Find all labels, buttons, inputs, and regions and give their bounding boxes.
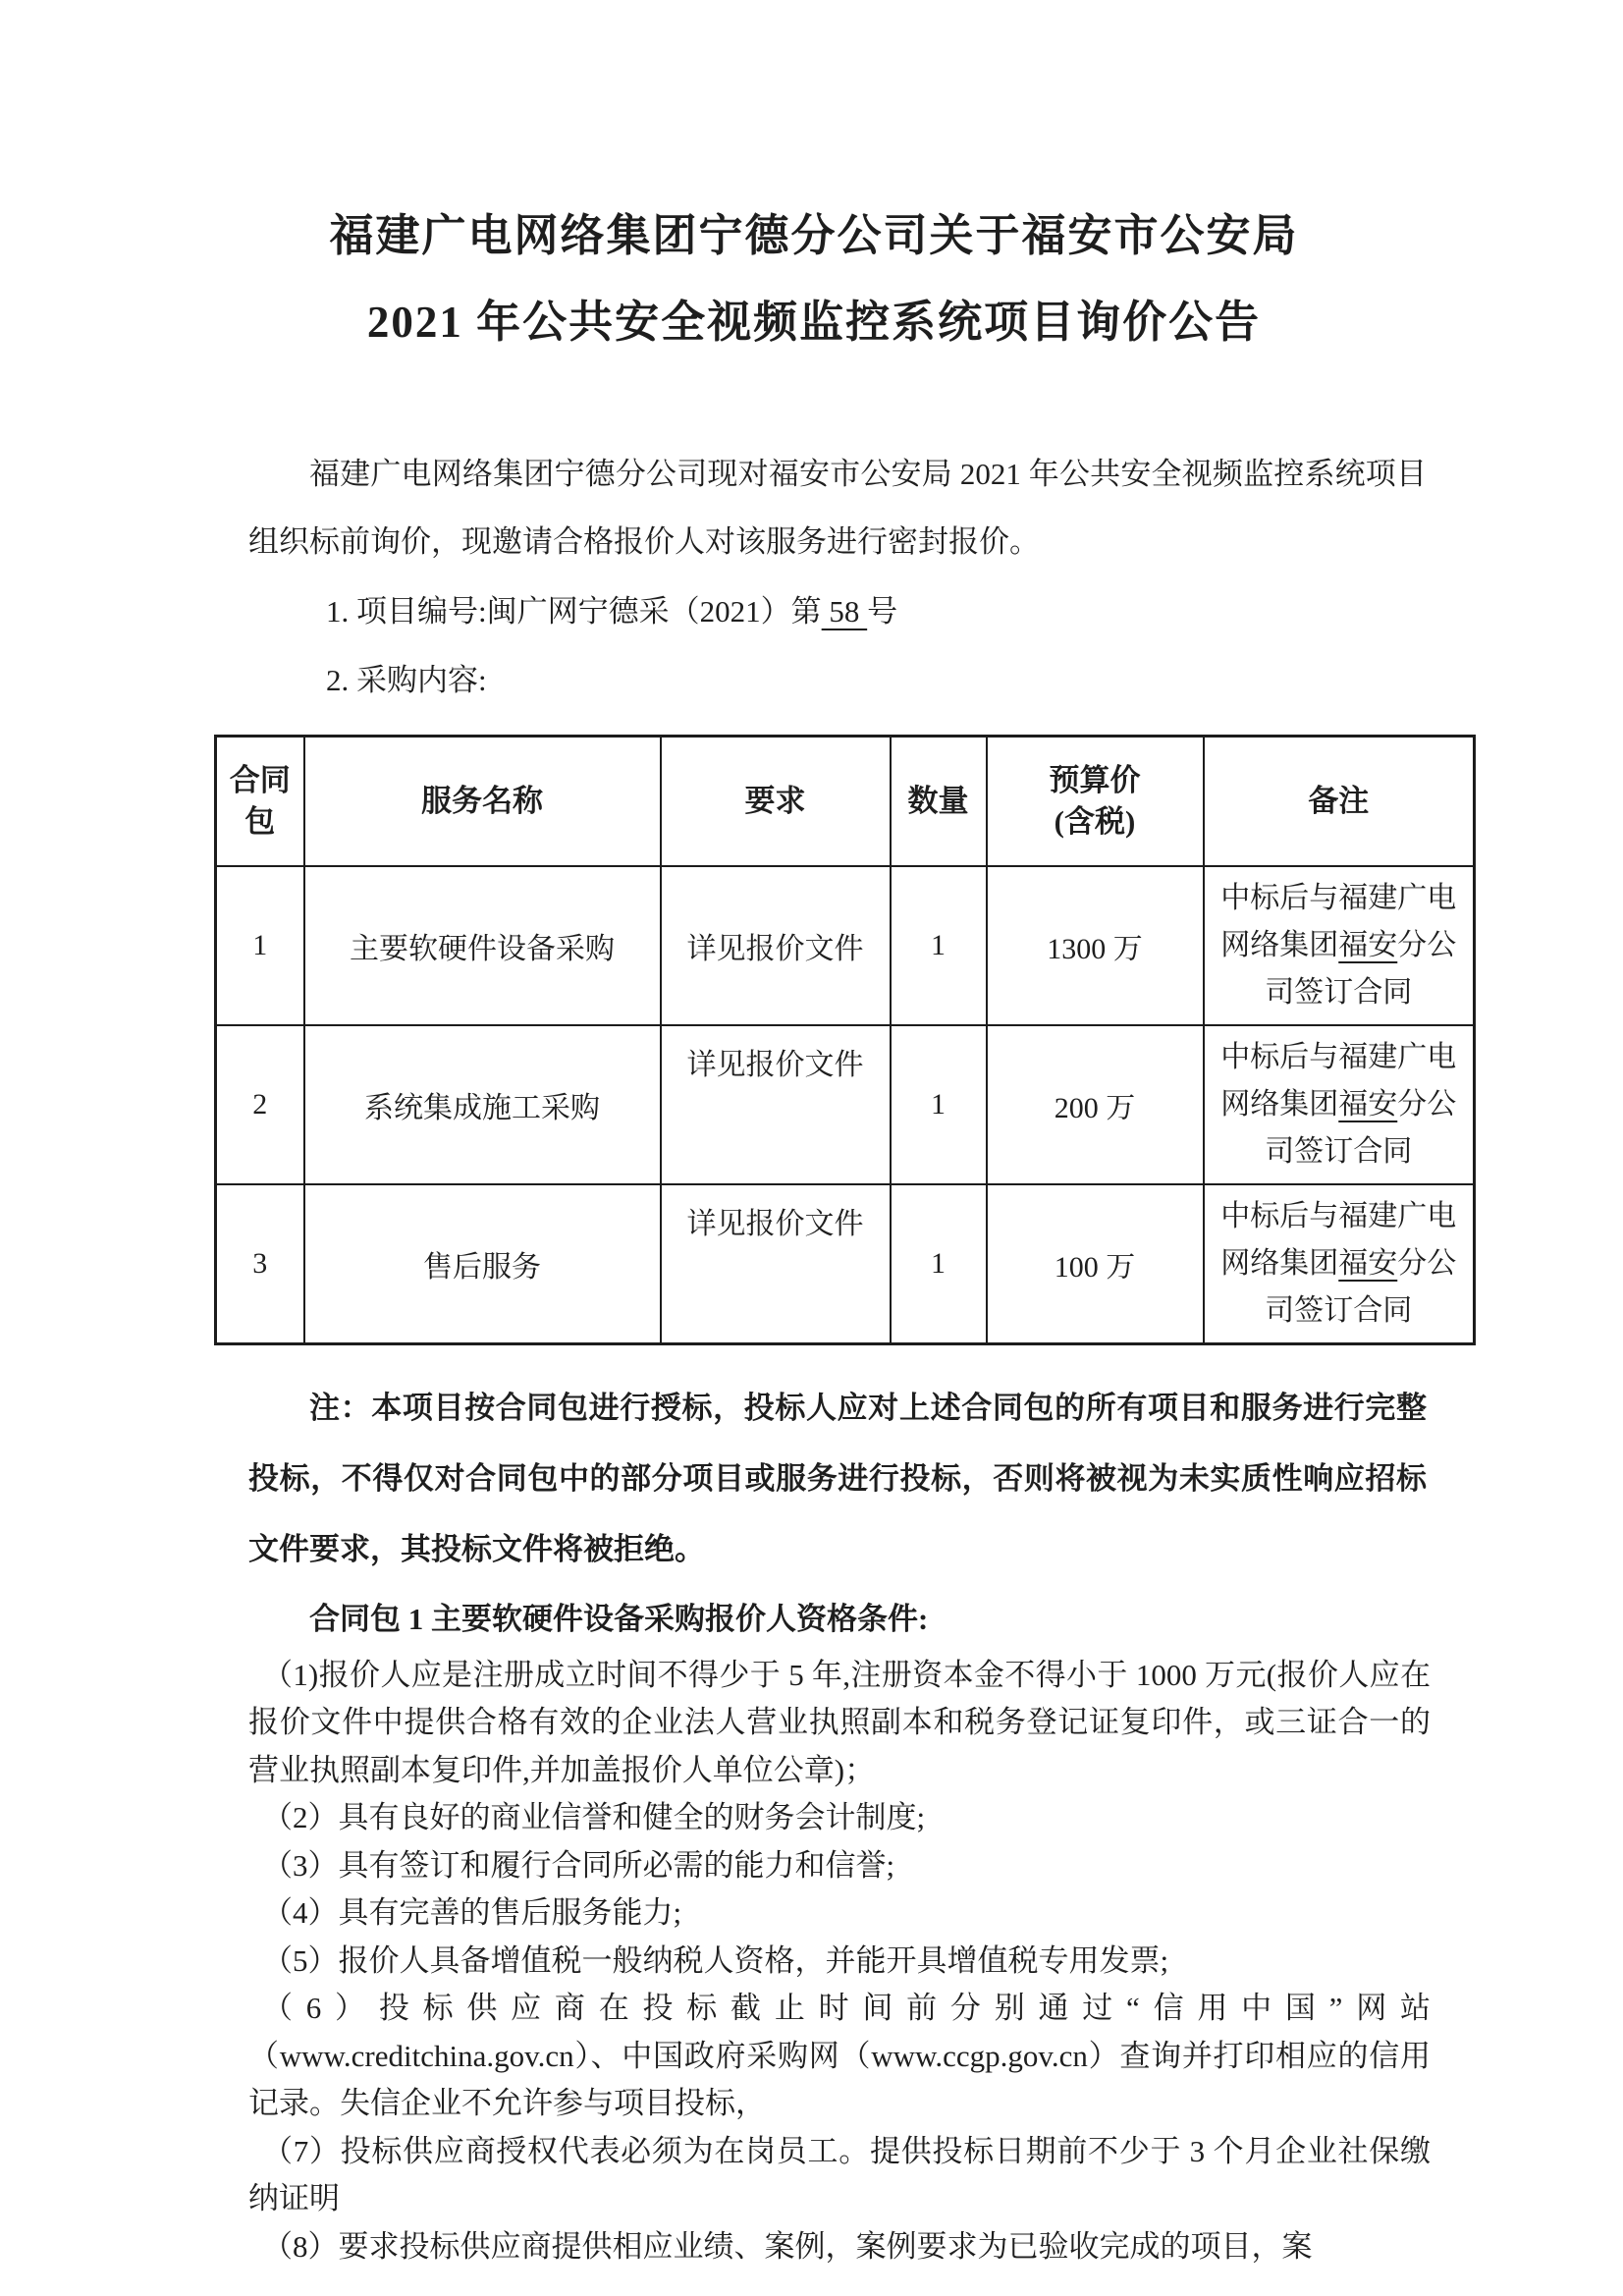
remark-text: 中标后与福建广电网络集团 bbox=[1220, 1199, 1457, 1280]
remark-underlined-city: 福安 bbox=[1338, 1246, 1398, 1280]
document-title-line-2: 2021 年公共安全视频监控系统项目询价公告 bbox=[366, 298, 1262, 347]
qualification-list bbox=[248, 1652, 1431, 2271]
project-number-prefix: 1. 项目编号:闽广网宁德采（2021）第 bbox=[326, 594, 822, 629]
qualification-item-5: （5）报价人具备增值税一般纳税人资格，并能开具增值税专用发票; bbox=[262, 1942, 1169, 1978]
remark-underlined-city: 福安 bbox=[1338, 928, 1398, 961]
table-header-row bbox=[216, 737, 1475, 866]
cell-service: 售后服务 bbox=[304, 1184, 661, 1344]
remark-text: 分公司签订合同 bbox=[1265, 1246, 1457, 1327]
project-number-value: 58 bbox=[821, 594, 868, 629]
purchase-content-line: 2. 采购内容: bbox=[326, 663, 487, 697]
header-quantity: 数量 bbox=[891, 737, 987, 866]
qualification-item-7: （7）投标供应商授权代表必须为在岗员工。提供投标日期前不少于 3 个月企业社保缴纳证明 bbox=[248, 2133, 1431, 2215]
cell-quantity: 1 bbox=[891, 1025, 987, 1184]
cell-budget: 100 万 bbox=[987, 1184, 1204, 1344]
table-row-package-1 bbox=[216, 866, 1475, 1025]
cell-package: 3 bbox=[216, 1184, 304, 1344]
qualification-item-1: （1)报价人应是注册成立时间不得少于 5 年,注册资本金不得小于 1000 万元(报价人应在报价文件中提供合格有效的企业法人营业执照副本和税务登记证复印件，或三证合一的营业执照副本复印件,并加盖报价人单位公章)； bbox=[248, 1657, 1431, 1787]
qualification-item-6: （6）投标供应商在投标截止时间前分别通过“信用中国”网站（www.creditchina.gov.cn）、中国政府采购网（www.ccgp.gov.cn）查询并打印相应的信用记录。失信企业不允许参与项目投标， bbox=[248, 1991, 1431, 2120]
remark-text: 分公司签订合同 bbox=[1265, 1087, 1457, 1168]
table-row-package-2 bbox=[216, 1025, 1475, 1184]
remark-text: 分公司签订合同 bbox=[1265, 928, 1457, 1009]
cell-requirement: 详见报价文件 bbox=[661, 1184, 891, 1344]
intro-paragraph: 福建广电网络集团宁德分公司现对福安市公安局 2021 年公共安全视频监控系统项目组织标前询价，现邀请合格报价人对该服务进行密封报价。 bbox=[248, 457, 1427, 559]
cell-requirement: 详见报价文件 bbox=[661, 866, 891, 1025]
cell-quantity: 1 bbox=[891, 866, 987, 1025]
header-service: 服务名称 bbox=[304, 737, 661, 866]
cell-requirement: 详见报价文件 bbox=[661, 1025, 891, 1184]
header-package: 合同包 bbox=[216, 737, 304, 866]
qualification-item-4: （4）具有完善的售后服务能力; bbox=[262, 1895, 682, 1930]
cell-remark bbox=[1204, 866, 1475, 1025]
header-budget bbox=[987, 737, 1204, 866]
qualification-item-8: （8）要求投标供应商提供相应业绩、案例，案例要求为已验收完成的项目，案 bbox=[262, 2228, 1313, 2264]
cell-remark bbox=[1204, 1025, 1475, 1184]
cell-package: 2 bbox=[216, 1025, 304, 1184]
project-number-suffix: 号 bbox=[867, 594, 898, 629]
cell-service: 主要软硬件设备采购 bbox=[304, 866, 661, 1025]
cell-service: 系统集成施工采购 bbox=[304, 1025, 661, 1184]
header-requirement: 要求 bbox=[661, 737, 891, 866]
qualification-item-3: （3）具有签订和履行合同所必需的能力和信誉; bbox=[262, 1847, 895, 1883]
header-budget-line-2: (含税) bbox=[1054, 803, 1136, 839]
project-number-line bbox=[248, 579, 1427, 644]
qualification-heading: 合同包 1 主要软硬件设备采购报价人资格条件: bbox=[309, 1601, 929, 1636]
remark-text: 中标后与福建广电网络集团 bbox=[1220, 1040, 1457, 1121]
procurement-table bbox=[214, 735, 1476, 1345]
document-title bbox=[162, 192, 1466, 365]
table-row-package-3 bbox=[216, 1184, 1475, 1344]
cell-remark bbox=[1204, 1184, 1475, 1344]
remark-underlined-city: 福安 bbox=[1338, 1087, 1398, 1121]
header-budget-line-1: 预算价 bbox=[1049, 762, 1141, 797]
cell-budget: 200 万 bbox=[987, 1025, 1204, 1184]
remark-text: 中标后与福建广电网络集团 bbox=[1220, 881, 1457, 961]
qualification-item-2: （2）具有良好的商业信誉和健全的财务会计制度; bbox=[262, 1800, 926, 1834]
cell-budget: 1300 万 bbox=[987, 866, 1204, 1025]
document-title-line-1: 福建广电网络集团宁德分公司关于福安市公安局 bbox=[329, 211, 1299, 260]
cell-quantity: 1 bbox=[891, 1184, 987, 1344]
note-paragraph: 注：本项目按合同包进行授标，投标人应对上述合同包的所有项目和服务进行完整投标，不得仅对合同包中的部分项目或服务进行投标，否则将被视为未实质性响应招标文件要求，其投标文件将被拒绝。 bbox=[248, 1390, 1427, 1566]
header-remark: 备注 bbox=[1204, 737, 1475, 866]
cell-package: 1 bbox=[216, 866, 304, 1025]
